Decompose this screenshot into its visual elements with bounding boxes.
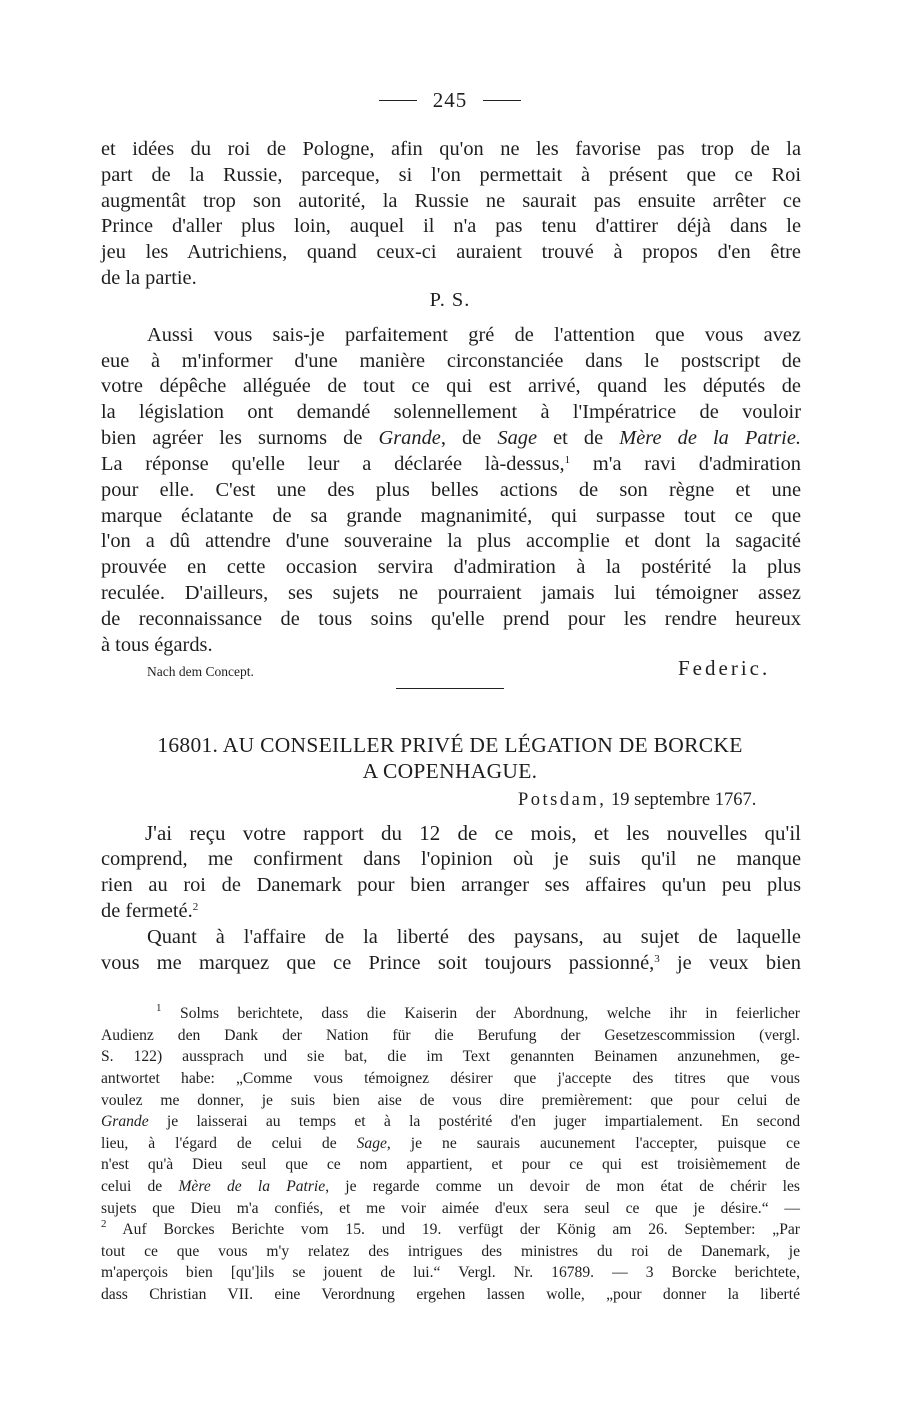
text-run: , je ne saurais aucunement l'accepter, puisque ce bbox=[386, 1135, 800, 1152]
letter-number: 16801. bbox=[157, 733, 219, 757]
body-line: part de la Russie, parceque, si l'on permettait à présent que ce Roi bbox=[101, 164, 801, 186]
body-line: Quant à l'affaire de la liberté des paysans, au sujet de laquelle bbox=[147, 926, 801, 948]
text-run: vous me marquez que ce Prince soit toujours passionné, bbox=[101, 952, 655, 974]
italic-text: Grande bbox=[101, 1113, 149, 1130]
footnote-ref: 3 bbox=[654, 953, 660, 965]
body-line bbox=[101, 425, 801, 451]
source-note: Nach dem Concept. bbox=[147, 664, 254, 679]
dateline bbox=[518, 790, 756, 811]
text-run: je veux bien bbox=[659, 952, 801, 974]
footnote-line bbox=[156, 1003, 800, 1025]
italic-text: Mère de la Patrie. bbox=[619, 427, 801, 449]
text-run: m'a ravi d'admiration bbox=[570, 453, 801, 475]
letter-title-line1: AU CONSEILLER PRIVÉ DE LÉGATION DE BORCKE bbox=[222, 733, 743, 757]
footnote-line bbox=[101, 1111, 800, 1133]
text-run: La réponse qu'elle leur a déclarée là-dessus, bbox=[101, 453, 565, 475]
body-line: votre dépêche alléguée de tout ce qui est arrivé, quand les députés de bbox=[101, 375, 801, 397]
text-run: , je regarde comme un devoir de mon état de chérir les bbox=[325, 1178, 800, 1195]
text-run: lieu, à l'égard de celui de bbox=[101, 1135, 357, 1152]
letter-title-line2: A COPENHAGUE. bbox=[362, 759, 538, 783]
text-run: Solms berichtete, dass die Kaiserin der Abordnung, welche ihr in feierlicher bbox=[161, 1005, 800, 1022]
body-line bbox=[101, 950, 801, 976]
header-rule-right bbox=[483, 100, 521, 101]
body-line: reculée. D'ailleurs, ses sujets ne pourraient jamais lui témoigner assez bbox=[101, 582, 801, 604]
body-line: de reconnaissance de tous soins qu'elle prend pour les rendre heureux bbox=[101, 608, 801, 630]
footnote-marker: 1 bbox=[156, 1002, 162, 1014]
italic-text: Sage bbox=[356, 1135, 387, 1152]
text-run: celui de bbox=[101, 1178, 179, 1195]
body-line bbox=[101, 898, 801, 924]
footnote-line bbox=[101, 1133, 800, 1155]
body-line: de la partie. bbox=[101, 267, 197, 289]
postscript-heading: P. S. bbox=[429, 289, 471, 311]
body-line: augmentât trop son autorité, la Russie ne saurait pas ensuite arrêter ce bbox=[101, 190, 801, 212]
body-line: à tous égards. bbox=[101, 634, 213, 656]
section-divider bbox=[396, 688, 504, 689]
body-line: l'on a dû attendre d'une souveraine la plus accomplie et dont la sagacité bbox=[101, 530, 801, 552]
body-line: marque éclatante de sa grande magnanimité, qui surpasse tout ce que bbox=[101, 505, 801, 527]
dateline-date: 19 septembre 1767. bbox=[610, 790, 757, 810]
footnote-line bbox=[101, 1176, 800, 1198]
body-line: Prince d'aller plus loin, auquel il n'a pas tenu d'attirer déjà dans le bbox=[101, 215, 801, 237]
footnote-line: n'est qu'à Dieu seul que ce nom appartient, et pour ce qui est troisièmement de bbox=[101, 1156, 800, 1173]
text-run: , de bbox=[440, 427, 498, 449]
footnote-line: Audienz den Dank der Nation für die Berufung der Gesetzescommission (vergl. bbox=[101, 1027, 800, 1044]
footnote-line: tout ce que vous m'y relatez des intrigues des ministres du roi de Danemark, je bbox=[101, 1243, 800, 1260]
italic-text: Sage bbox=[497, 427, 538, 449]
footnote-line: m'aperçois bien [qu']ils se jouent de lui.“ Vergl. Nr. 16789. — 3 Borcke berichtete, bbox=[101, 1264, 800, 1281]
body-line: la législation ont demandé solennellement à l'Impératrice de vouloir bbox=[101, 401, 801, 423]
text-run: je laisserai au temps et à la postérité d'en juger impartialement. En second bbox=[148, 1113, 800, 1130]
body-line: rien au roi de Danemark pour bien arranger ses affaires qu'un peu plus bbox=[101, 874, 801, 896]
footnote-ref: 1 bbox=[564, 454, 571, 466]
text-run: bien agréer les surnoms de bbox=[101, 427, 379, 449]
body-line: Aussi vous sais-je parfaitement gré de l'attention que vous avez bbox=[147, 324, 801, 346]
signature: Federic. bbox=[678, 656, 771, 680]
dateline-place: Potsdam, bbox=[518, 790, 607, 810]
body-line: prouvée en cette occasion servira d'admiration à la postérité la plus bbox=[101, 556, 801, 578]
footnote-line: dass Christian VII. eine Verordnung ergehen lassen wolle, „pour donner la liberté bbox=[101, 1286, 800, 1303]
body-line: eue à m'informer d'une manière circonstanciée dans le postscript de bbox=[101, 350, 801, 372]
text-run: de fermeté. bbox=[101, 900, 193, 922]
body-line: jeu les Autrichiens, quand ceux-ci auraient trouvé à propos d'en être bbox=[101, 241, 801, 263]
footnote-line: sujets que Dieu m'a confiés, et me voir aimée d'eux sera seul ce que je désire.“ — bbox=[101, 1200, 800, 1217]
letter-title bbox=[0, 733, 900, 758]
footnote-ref: 2 bbox=[192, 901, 199, 913]
body-line bbox=[101, 451, 801, 477]
header-rule-left bbox=[379, 100, 417, 101]
body-line: pour elle. C'est une des plus belles actions de son règne et une bbox=[101, 479, 801, 501]
footnote-marker: 2 bbox=[101, 1218, 107, 1230]
body-line: comprend, me confirment dans l'opinion où je suis qu'il ne manque bbox=[101, 848, 801, 870]
text-run: et de bbox=[537, 427, 620, 449]
footnote-line bbox=[101, 1219, 800, 1241]
footnote-line: voulez me donner, je suis bien aise de vous dire premièrement: que pour celui de bbox=[101, 1092, 800, 1109]
italic-text: Grande bbox=[378, 427, 441, 449]
body-line: et idées du roi de Pologne, afin qu'on ne les favorise pas trop de la bbox=[101, 138, 801, 160]
footnote-line: antwortet habe: „Comme vous témoignez désirer que j'accepte des titres que vous bbox=[101, 1070, 800, 1087]
page-header bbox=[0, 88, 900, 113]
footnote-line: S. 122) aussprach und sie bat, die im Text genannten Beinamen anzunehmen, ge- bbox=[101, 1048, 800, 1065]
body-line: J'ai reçu votre rapport du 12 de ce mois, et les nouvelles qu'il bbox=[145, 821, 801, 845]
italic-text: Mère de la Patrie bbox=[178, 1178, 326, 1195]
text-run: Auf Borckes Berichte vom 15. und 19. verfügt der König am 26. September: „Par bbox=[106, 1221, 800, 1238]
page-number: 245 bbox=[432, 88, 468, 112]
